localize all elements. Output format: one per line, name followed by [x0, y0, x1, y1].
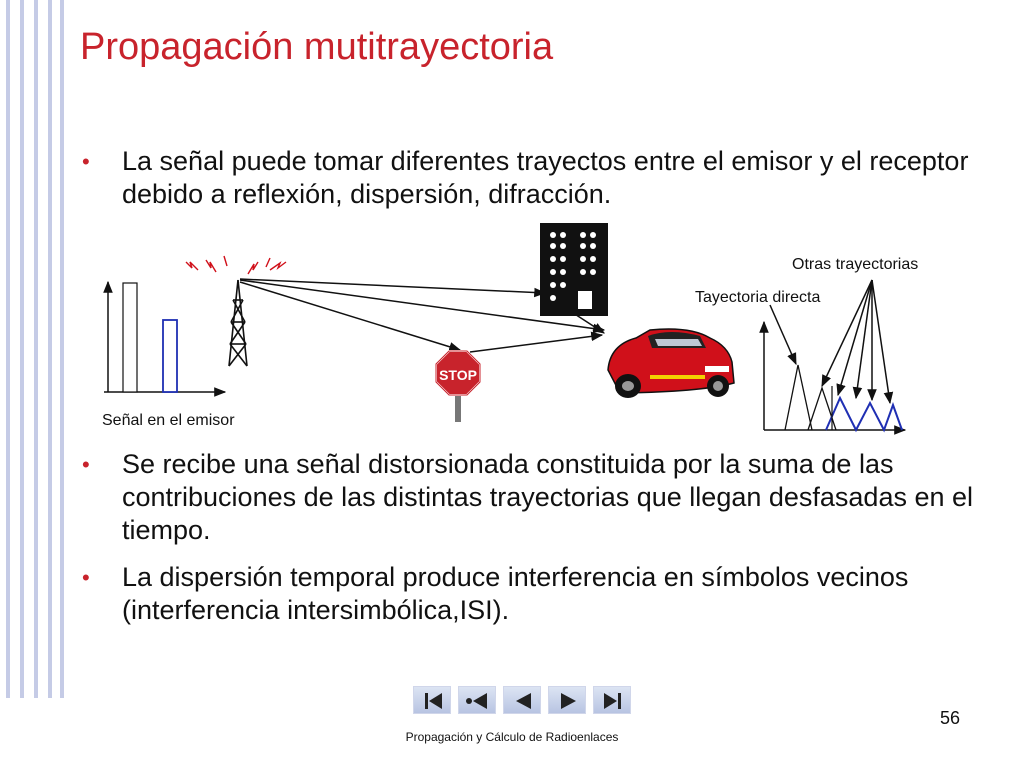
bullet-marker: •: [82, 452, 90, 477]
other-paths-label: Otras trayectorias: [792, 256, 919, 273]
building-icon: [540, 223, 608, 316]
bullet-marker: •: [82, 565, 90, 590]
transmitter-tower-icon: [229, 280, 247, 366]
previous-button[interactable]: [503, 686, 541, 714]
previous-icon: [504, 687, 542, 715]
footer-text: Propagación y Cálculo de Radioenlaces: [405, 730, 619, 744]
bullet-marker: •: [82, 149, 90, 174]
bullet-text: Se recibe una señal distorsionada constituida por la suma de las contribuciones de las distintas trayectorias que llegan desfasadas en el tiempo.: [122, 449, 974, 545]
first-slide-button[interactable]: [413, 686, 451, 714]
emitter-signal-plot: [104, 282, 225, 392]
emitter-signal-label: Señal en el emisor: [102, 412, 235, 429]
last-slide-button[interactable]: [593, 686, 631, 714]
stop-sign-text: STOP: [439, 367, 477, 383]
return-button[interactable]: [458, 686, 496, 714]
bullet-text: La dispersión temporal produce interferencia en símbolos vecinos (interferencia intersimbólica,ISI).: [122, 562, 909, 625]
car-icon: [608, 329, 734, 398]
next-button[interactable]: [548, 686, 586, 714]
slide-title: Propagación mutitrayectoria: [80, 26, 554, 68]
bullet-text: La señal puede tomar diferentes trayectos entre el emisor y el receptor debido a reflexión, dispersión, difracción.: [122, 146, 969, 209]
direct-path-label: Tayectoria directa: [695, 289, 821, 306]
stop-sign-icon: [436, 351, 480, 422]
next-icon: [549, 687, 587, 715]
return-icon: [459, 687, 497, 715]
last-icon: [594, 687, 632, 715]
page-number: 56: [940, 708, 961, 728]
radio-waves-icon: [186, 256, 286, 274]
first-icon: [414, 687, 452, 715]
